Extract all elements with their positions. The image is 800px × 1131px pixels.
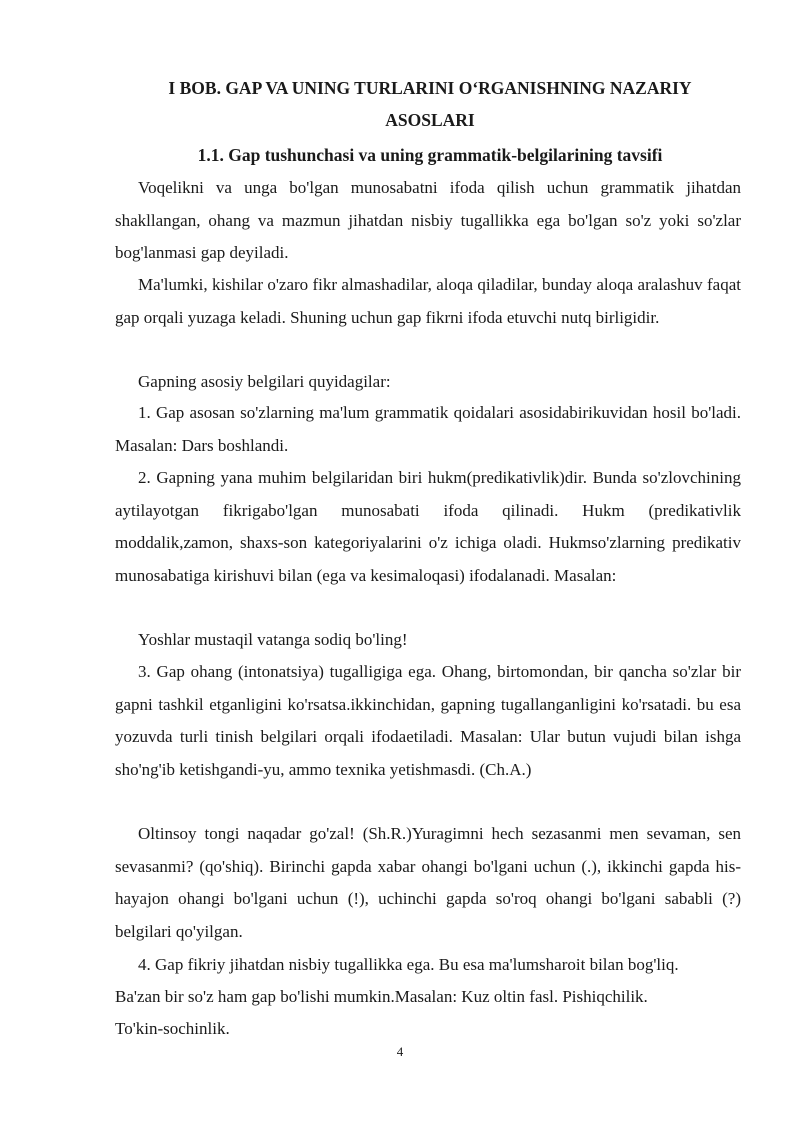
chapter-heading-line-1: I BOB. GAP VA UNING TURLARINI O‘RGANISHNING NAZARIY <box>168 78 692 98</box>
paragraph-examples: Oltinsoy tongi naqadar go'zal! (Sh.R.)Yuragimni hech sezasanmi men sevaman, sen sevasanmi? (qo'shiq). Birinchi gapda xabar ohangi bo'lgani uchun (.), ikkinchi gapda his-hayajon ohangi bo'lgani uchun (!), uchinchi gapda so'roq ohangi bo'lgani sababli (?) belgilari qo'yilgan. <box>115 824 741 941</box>
section-subheading: 1.1. Gap tushunchasi va uning grammatik-belgilarining tavsifi <box>197 145 663 165</box>
list-item-3: 3. Gap ohang (intonatsiya) tugalligiga ega. Ohang, birtomondan, bir qancha so'zlar bir gapni tashkil etganligini ko'rsatsa.ikkinchidan, gapning tugallanganligini ko'rsatadi. bu esa yozuvda turli tinish belgilari orqali ifodaetiladi. Masalan: Ular butun vujudi bilan ishga sho'ng'ib ketishgandi-yu, ammo texnika yetishmasdi. (Ch.A.) <box>115 662 741 779</box>
list-item-1: 1. Gap asosan so'zlarning ma'lum grammatik qoidalari asosidabirikuvidan hosil bo'ladi. Masalan: Dars boshlandi. <box>115 403 741 455</box>
page-number: 4 <box>396 1044 404 1059</box>
paragraph-definition: Voqelikni va unga bo'lgan munosabatni ifoda qilish uchun grammatik jihatdan shakllangan, ohang va mazmun jihatdan nisbiy tugallikka ega bo'lgan so'z yoki so'zlar bog'lanmasi gap deyiladi. <box>115 178 741 263</box>
chapter-heading-line-2: ASOSLARI <box>385 110 475 130</box>
list-item-2: 2. Gapning yana muhim belgilaridan biri hukm(predikativlik)dir. Bunda so'zlovchining aytilayotgan fikrigabo'lgan munosabati ifoda qilinadi. Hukm (predikativlik moddalik,zamon, shaxs-son kategoriyalarini o'z ichiga oladi. Hukmso'zlarning predikativ munosabatiga kirishuvi bilan (ega va kesimaloqasi) ifodalanadi. Masalan: <box>115 468 741 585</box>
paragraph-features-intro: Gapning asosiy belgilari quyidagilar: <box>138 372 391 391</box>
paragraph-one-word-sentence: Ba'zan bir so'z ham gap bo'lishi mumkin.Masalan: Kuz oltin fasl. Pishiqchilik. <box>115 987 648 1006</box>
paragraph-one-word-sentence-cont: To'kin-sochinlik. <box>115 1019 230 1038</box>
list-item-4: 4. Gap fikriy jihatdan nisbiy tugallikka ega. Bu esa ma'lumsharoit bilan bog'liq. <box>138 955 679 974</box>
paragraph-communication: Ma'lumki, kishilar o'zaro fikr almashadilar, aloqa qiladilar, bunday aloqa aralashuv faqat gap orqali yuzaga keladi. Shuning uchun gap fikrni ifoda etuvchi nutq birligidir. <box>115 275 741 327</box>
example-sentence: Yoshlar mustaqil vatanga sodiq bo'ling! <box>138 630 408 649</box>
